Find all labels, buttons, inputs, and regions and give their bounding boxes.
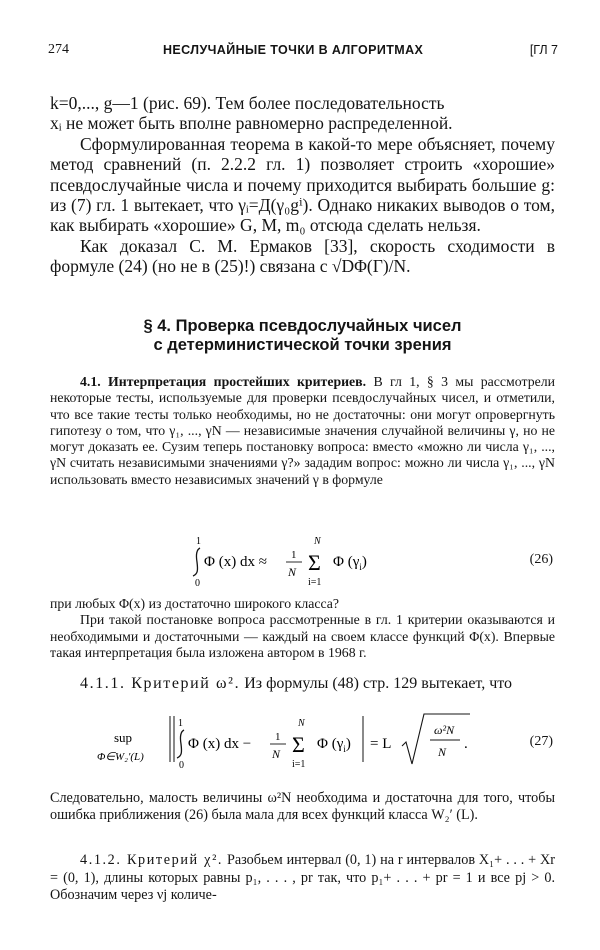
after-eq27-text: Следовательно, малость величины ω²N необходима и достаточна для того, чтобы ошибка приближения (26) была мала для всех функций класса W₂′ (L). (50, 790, 555, 824)
after-eq26 (50, 596, 555, 661)
eq27-sum-sign: Σ (292, 732, 305, 757)
eq27-fraction-denominator: N (272, 747, 281, 761)
eq27-upper-limit: 1 (178, 718, 183, 729)
eq26-number: (26) (529, 552, 553, 567)
running-title: НЕСЛУЧАЙНЫЕ ТОЧКИ В АЛГОРИТМАХ (163, 43, 424, 57)
intro-line-2: xᵢ не может быть вполне равномерно распределенной. (50, 113, 453, 134)
subsection-4-1-heading: 4.1. Интерпретация простейших критериев. (80, 374, 367, 389)
eq27-integral-sign (177, 730, 184, 758)
section-title-line-2: с детерминистической точки зрения (153, 336, 452, 354)
eq26-sum-sign: Σ (308, 550, 321, 575)
page-number: 274 (48, 42, 69, 57)
after-eq26-line: при любых Φ(x) из достаточно широкого класса? (50, 596, 339, 611)
eq27-fraction-numerator: 1 (275, 731, 281, 743)
equation-26-svg (50, 532, 555, 588)
eq27-number: (27) (529, 734, 553, 749)
eq26-integrand: Φ (x) dx ≈ (204, 554, 267, 570)
eq26-upper-limit: 1 (196, 536, 201, 547)
subsection-4-1-1 (50, 674, 555, 693)
eq27-equals-L: = L (370, 736, 392, 752)
eq27-sum-upper: N (298, 718, 305, 729)
running-head (48, 42, 558, 64)
intro-block (50, 93, 555, 277)
eq26-integral-sign (193, 548, 200, 576)
equation-27 (50, 712, 555, 776)
eq27-sqrt-sign (402, 714, 470, 764)
subsection-4-1-1-text: Из формулы (48) стр. 129 вытекает, что (244, 675, 513, 692)
eq27-sum-lower: i=1 (292, 759, 306, 770)
subsection-4-1-2 (50, 852, 555, 905)
eq26-lower-limit: 0 (195, 578, 200, 588)
eq26-term: Φ $(\gamma_i)$ (333, 554, 367, 572)
equation-26 (50, 532, 555, 588)
subsection-4-1-2-heading: 4.1.2. Критерий χ². (80, 852, 224, 868)
eq26-sum-lower: i=1 (308, 577, 322, 588)
after-eq27 (50, 790, 555, 824)
eq26-sum-upper: N (314, 536, 321, 547)
eq26-fraction-numerator: 1 (291, 549, 297, 561)
subsection-4-1 (50, 374, 555, 488)
equation-27-svg (50, 712, 555, 776)
section-title-line-1: § 4. Проверка псевдослучайных чисел (143, 317, 462, 335)
eq27-root-denominator: N (438, 745, 447, 759)
eq27-integrand: Φ (x) dx − (188, 736, 252, 752)
eq27-lower-limit: 0 (179, 760, 184, 771)
after-eq26-paragraph: При такой постановке вопроса рассмотренные в гл. 1 критерии оказываются и необходимыми и достаточными — каждый на своем классе функций Φ(x). Впервые такая интерпретация была изложена автором в 1968 г. (50, 612, 555, 660)
intro-line-1: k=0,..., g—1 (рис. 69). Тем более последовательность (50, 93, 445, 113)
subsection-4-1-2-text: Разобьем интервал (0, 1) на r интервалов X₁+ . . . + Xr = (0, 1), длины которых равны p₁, . . . , pr так, что p₁+ . . . + pr = 1 и все pj > 0. Обозначим через νj количе- (50, 852, 555, 904)
intro-paragraph-3: Как доказал С. М. Ермаков [33], скорость сходимости в формуле (24) (но не в (25)!) связана с √DΦ(Γ)/N. (50, 235, 555, 277)
intro-paragraph-2: Сформулированная теорема в какой-то мере объясняет, почему метод сравнений (п. 2.2.2 гл. 1) позволяет строить «хорошие» псевдослучайные числа и почему приходится выбирать большие g: из (7) гл. 1 вытекает, что γᵢ=Д(γ₀gⁱ). Однако никаких выводов о том, как выбирать «хорошие» G, M, m₀ отсюда сделать нельзя. (50, 133, 555, 236)
eq27-term: Φ $(\gamma_i)$ (317, 736, 351, 754)
chapter-label: [ГЛ 7 (529, 43, 558, 57)
eq27-sup: sup (114, 730, 133, 745)
subsection-4-1-text: В гл 1, § 3 мы рассмотрели некоторые тесты, используемые для проверки псевдослучайных чисел, и отметили, что все такие тесты только необходимы, но не достаточны: они могут опровергнуть гипотезу о том, что γ₁, ..., γN — независимые значения случайной величины γ, но не могут доказать ее. Сузим теперь постановку вопроса: вместо «можно ли числа γ₁, ..., γN считать независимыми значениями γ?» зададим вопрос: можно ли числа γ₁, ..., γN использовать вместо независимых значений γ в формуле (50, 374, 555, 487)
eq27-sup-condition: Φ∈W₂′(L) (97, 751, 144, 763)
section-title (50, 317, 555, 355)
eq27-period: . (464, 736, 468, 752)
eq26-fraction-denominator: N (288, 565, 297, 579)
eq27-root-numerator: ω²N (434, 723, 455, 737)
subsection-4-1-1-heading: 4.1.1. Критерий ω². (80, 675, 241, 692)
